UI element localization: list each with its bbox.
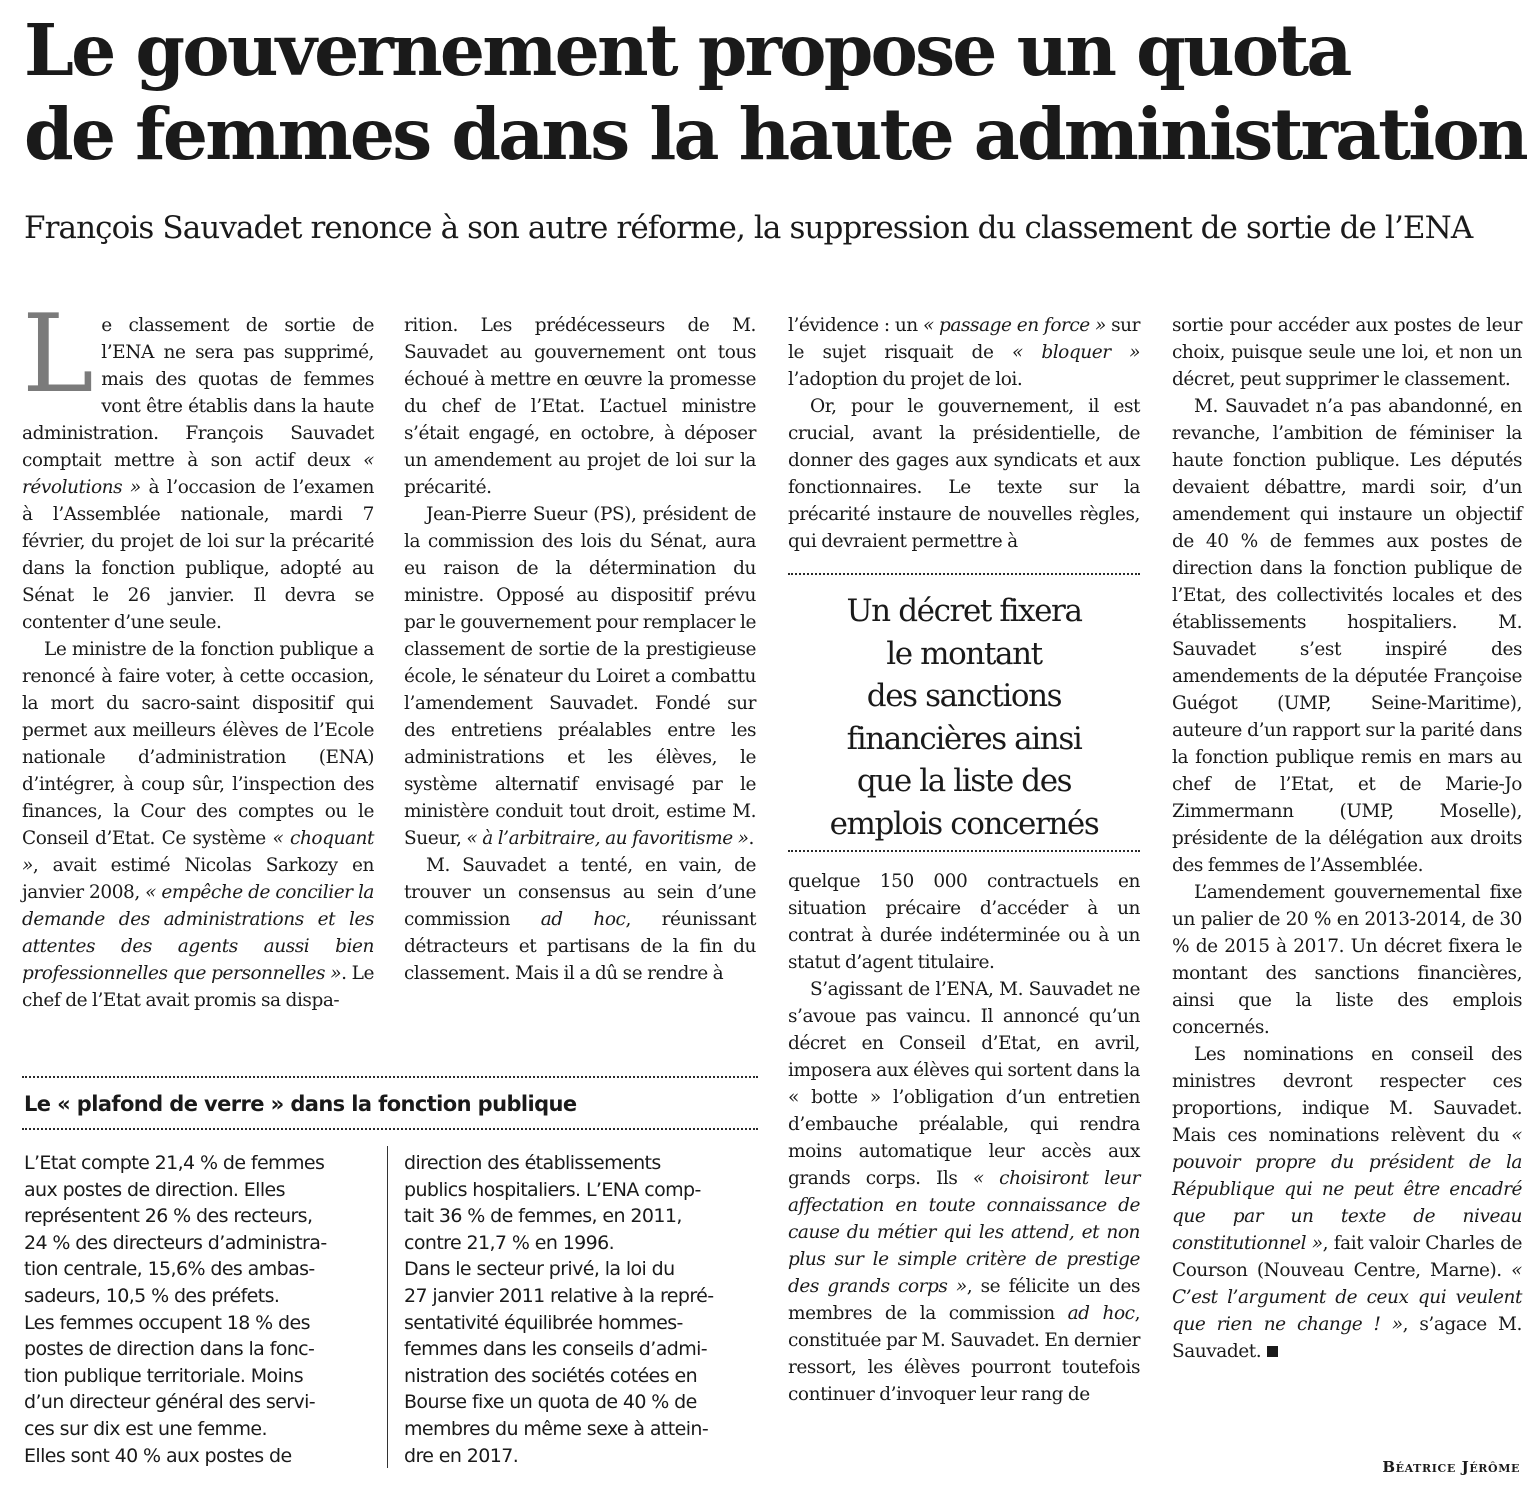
article-paragraph: Le ministre de la fonction publique a renoncé à faire voter, à cette occasion, la mort du sacro-saint dispositif qui permet aux meilleurs élèves de l’Ecole nationale d’administration (ENA) d’intégrer, à coup sûr, l’inspection des finances, la Cour des comptes ou le Conseil d’Etat. Ce système « choquant », avait estimé Nicolas Sarkozy en janvier 2008, « empêche de concilier la demande des administrations et les attentes des agents aussi bien professionnelles que personnelles ». Le chef de l’Etat avait promis sa dispa- (22, 639, 375, 1011)
sidebar-line: membres du même sexe à attein- (404, 1417, 709, 1440)
drop-cap: L (22, 292, 94, 417)
article-paragraph: M. Sauvadet a tenté, en vain, de trouver un consensus au sein d’une commission ad hoc, réunissant détracteurs et partisans de la fin du classement. Mais il a dû se rendre à (404, 855, 756, 984)
headline-line-1: Le gouvernement propose un quota (24, 8, 1350, 92)
sidebar-line: 24 % des directeurs d’administra- (24, 1231, 327, 1254)
pullquote-line: financières ainsi (846, 720, 1082, 757)
article-paragraph: rition. Les prédécesseurs de M. Sauvadet au gouvernement ont tous échoué à mettre en œuvre la promesse du chef de l’Etat. L’actuel ministre s’était engagé, en octobre, à déposer un amendement au projet de loi sur la précarité. (404, 315, 756, 498)
pullquote-line: que la liste des (856, 763, 1072, 799)
pullquote-bottom-rule (788, 850, 1140, 852)
sidebar-line: sentativité équilibrée hommes- (404, 1311, 683, 1334)
article-column-1 (22, 292, 375, 1064)
pullquote-line: le montant (886, 635, 1042, 672)
sidebar-column-1 (24, 1150, 374, 1469)
sidebar-column-divider (387, 1146, 388, 1468)
subheadline: François Sauvadet renonce à son autre réforme, la suppression du classement de sortie de l’ENA (24, 210, 1473, 246)
sidebar-line: publics hospitaliers. L’ENA comp- (404, 1178, 701, 1201)
sidebar-line: tion publique territoriale. Moins (24, 1364, 303, 1387)
sidebar-line: aux postes de direction. Elles (24, 1178, 285, 1201)
sidebar-line: Dans le secteur privé, la loi du (404, 1258, 675, 1281)
byline: Béatrice Jérôme (1382, 1458, 1520, 1476)
sidebar-line: femmes dans les conseils d’admi- (404, 1338, 708, 1361)
sidebar-line: postes de direction dans la fonc- (24, 1338, 315, 1361)
article-column-2 (404, 312, 756, 1064)
article-column-4 (1172, 312, 1522, 1442)
article-paragraph: quelque 150 000 contractuels en situation précaire d’accéder à un contrat à durée indéterminée ou à un statut d’agent titulaire. (788, 871, 1140, 973)
end-mark-icon (1267, 1346, 1278, 1357)
sidebar-line: 27 janvier 2011 relative à la repré- (404, 1284, 714, 1307)
sidebar-line: ces sur dix est une femme. (24, 1417, 267, 1440)
pullquote-top-rule (788, 573, 1140, 575)
headline (24, 8, 1526, 176)
sidebar-title-rule (22, 1128, 758, 1130)
article-paragraph: Or, pour le gouvernement, il est crucial, avant la présidentielle, de donner des gages aux syndicats et aux fonctionnaires. Le texte sur la précarité instaure de nouvelles règles, qui devraient permettre à (788, 396, 1140, 552)
article-column-3-bottom (788, 868, 1140, 1480)
article-paragraph: sortie pour accéder aux postes de leur choix, puisque seule une loi, et non un décret, peut supprimer le classement. (1172, 315, 1522, 390)
pullquote-line: des sanctions (866, 678, 1062, 714)
article-paragraph: l’évidence : un « passage en force » sur le sujet risquait de « bloquer » l’adoption du projet de loi. (788, 315, 1140, 390)
sidebar-line: sadeurs, 10,5 % des préfets. (24, 1284, 280, 1307)
sidebar-column-2 (404, 1150, 754, 1469)
sidebar-line: Bourse fixe un quota de 40 % de (404, 1391, 697, 1414)
sidebar-top-rule (22, 1076, 758, 1078)
article-paragraph: Jean-Pierre Sueur (PS), président de la commission des lois du Sénat, aura eu raison de la détermination du ministre. Opposé au dispositif prévu par le gouvernement pour remplacer le classement de sortie de la prestigieuse école, le sénateur du Loiret a combattu l’amendement Sauvadet. Fondé sur des entretiens préalables entre les administrations et les élèves, le système alternatif envisagé par le ministère conduit tout droit, estime M. Sueur, « à l’arbitraire, au favoritisme ». (404, 504, 756, 849)
sidebar-line: tion centrale, 15,6% des ambas- (24, 1258, 315, 1281)
pullquote (788, 590, 1140, 845)
headline-line-2: de femmes dans la haute administration (24, 92, 1526, 176)
sidebar-line: représentent 26 % des recteurs, (24, 1205, 313, 1228)
sidebar-line: Les femmes occupent 18 % des (24, 1311, 310, 1334)
sidebar-line: tait 36 % de femmes, en 2011, (404, 1205, 682, 1228)
sidebar-line: direction des établissements (404, 1152, 661, 1174)
article-paragraph: M. Sauvadet n’a pas abandonné, en revanche, l’ambition de féminiser la haute fonction publique. Les députés devaient débattre, mardi soir, d’un amendement qui instaure un objectif de 40 % de femmes aux postes de direction dans la fonction publique de l’Etat, des collectivités locales et des établissements hospitaliers. M. Sauvadet s’est inspiré des amendements de la députée Françoise Guégot (UMP, Seine-Maritime), auteure d’un rapport sur la parité dans la fonction publique remis en mars au chef de l’Etat, et de Marie-Jo Zimmermann (UMP, Moselle), présidente de la délégation aux droits des femmes de l’Assemblée. (1172, 396, 1522, 876)
sidebar-line: d’un directeur général des servi- (24, 1391, 316, 1414)
article-column-3-top (788, 312, 1140, 562)
article-paragraph: Les nominations en conseil des ministres devront respecter ces proportions, indique M. Sauvadet. Mais ces nominations relèvent du « pouvoir propre du président de la République qui ne peut être encadré que par un texte de niveau constitutionnel », fait valoir Charles de Courson (Nouveau Centre, Marne). « C’est l’argument de ceux qui veulent que rien ne change ! », s’agace M. Sauvadet. (1172, 1044, 1523, 1362)
sidebar-line: nistration des sociétés cotées en (404, 1364, 698, 1387)
sidebar-line: L’Etat compte 21,4 % de femmes (24, 1152, 325, 1174)
sidebar-line: dre en 2017. (404, 1444, 519, 1467)
pullquote-line: Un décret fixera (846, 593, 1082, 629)
article-paragraph: L’amendement gouvernemental fixe un palier de 20 % en 2013-2014, de 30 % de 2015 à 2017. Un décret fixera le montant des sanctions financières, ainsi que la liste des emplois concernés. (1172, 882, 1522, 1038)
sidebar-line: contre 21,7 % en 1996. (404, 1231, 615, 1254)
article-paragraph: S’agissant de l’ENA, M. Sauvadet ne s’avoue pas vaincu. Il annoncé qu’un décret en Conseil d’Etat, en avril, imposera aux élèves qui sortent dans la « botte » l’obligation d’un entretien d’embauche préalable, qui rendra moins automatique leur accès aux grands corps. Ils « choisiront leur affectation en toute connaissance de cause du métier qui les attend, et non plus sur le simple critère de prestige des grands corps », se félicite un des membres de la commission ad hoc, constituée par M. Sauvadet. En dernier ressort, les élèves pourront toutefois continuer d’invoquer leur rang de (788, 979, 1141, 1405)
sidebar-line: Elles sont 40 % aux postes de (24, 1444, 292, 1467)
article-paragraph: Le classement de sortie de l’ENA ne sera pas supprimé, mais des quotas de femmes vont être établis dans la haute administration. François Sauvadet comptait mettre à son actif deux « révolutions » à l’occasion de l’examen à l’Assemblée nationale, mardi 7 février, du projet de loi sur la précarité dans la fonction publique, adopté au Sénat le 26 janvier. Il devra se contenter d’une seule. (22, 292, 374, 633)
sidebar-title: Le « plafond de verre » dans la fonction publique (24, 1092, 577, 1116)
pullquote-line: emplois concernés (829, 805, 1099, 842)
